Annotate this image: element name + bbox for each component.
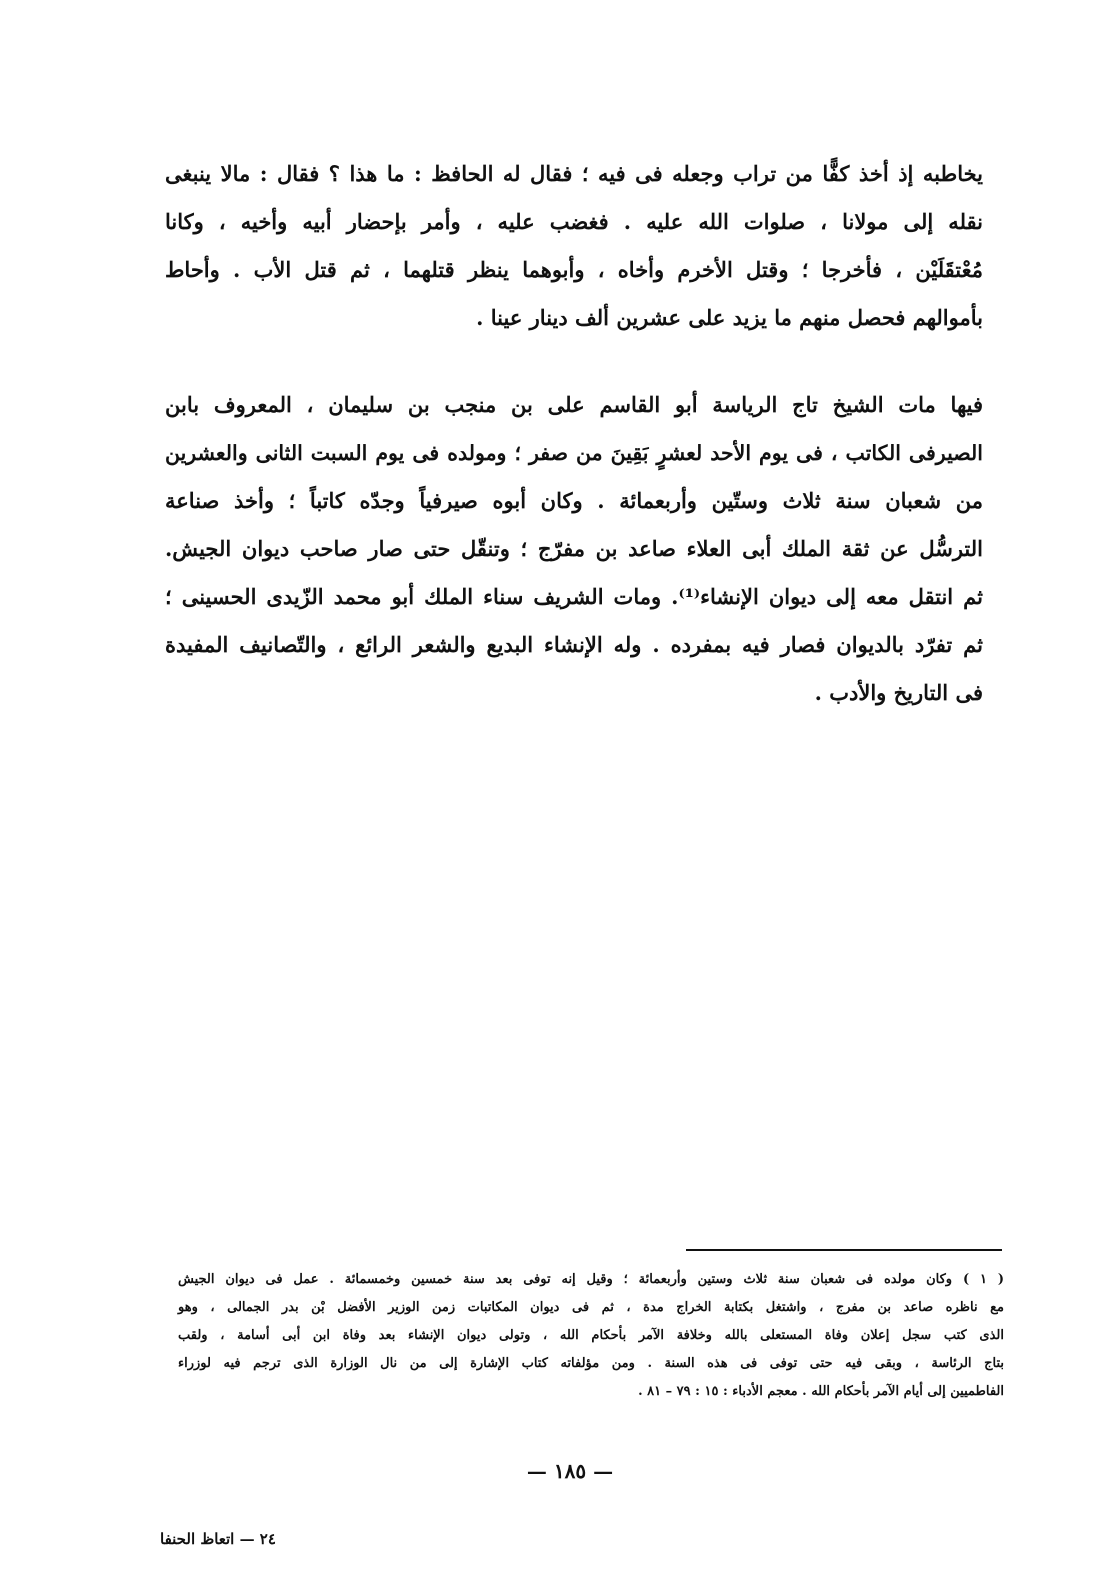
footnote-line: مع ناظره صاعد بن مفرج ، واشتغل بكتابة الخراج مدة ، ثم فى ديوان المكاتبات زمن الوزير الأفضل بْن بدر الجمالى ، وهو [178,1300,1004,1315]
footnote-divider [686,1249,1002,1251]
text-line: ثم انتقل معه إلى ديوان الإنشاء⁽¹⁾. ومات الشريف سناء الملك أبو محمد الزّيدى الحسينى ؛ [165,584,983,609]
text-line: فى التاريخ والأدب . [814,680,983,705]
text-line: يخاطبه إذ أخذ كفًّا من تراب وجعله فى فيه ؛ فقال له الحافظ : ما هذا ؟ فقال : مالا ينبغى [165,161,983,186]
text-line: الصيرفى الكاتب ، فى يوم الأحد لعشرٍ بَقِينَ من صفر ؛ ومولده فى يوم السبت الثانى والعشرين [165,441,983,465]
footnote-line: بتاج الرئاسة ، وبقى فيه حتى توفى فى هذه السنة . ومن مؤلفاته كتاب الإشارة إلى من نال الوزارة الذى ترجم فيه لوزراء [178,1356,1004,1371]
printer-signature: ٢٤ — اتعاظ الحنفا [160,1530,276,1548]
footnote-line: الفاطميين إلى أيام الآمر بأحكام الله . معجم الأدباء : ١٥ : ٧٩ – ٨١ . [638,1384,1004,1399]
text-line: بأموالهم فحصل منهم ما يزيد على عشرين ألف دينار عينا . [476,305,983,330]
page-number: — ١٨٥ — [526,1459,614,1483]
main-paragraph-1 [165,150,983,342]
main-paragraph-2 [165,381,983,717]
text-line: مُعْتقَلَيْن ، فأخرجا ؛ وقتل الأخرم وأخاه ، وأبوهما ينظر قتلهما ، ثم قتل الأب . وأحاط [165,257,983,282]
text-line: من شعبان سنة ثلاث وستّين وأربعمائة . وكان أبوه صيرفياً وجدّه كاتباً ؛ وأخذ صناعة [165,488,983,513]
footnote-line: ( ١ ) وكان مولده فى شعبان سنة ثلاث وستين وأربعمائة ؛ وقيل إنه توفى بعد سنة خمسين وخمسمائة . عمل فى ديوان الجيش [178,1272,1004,1287]
text-line: ثم تفرّد بالديوان فصار فيه بمفرده . وله الإنشاء البديع والشعر الرائع ، والتّصانيف المفيدة [165,632,983,657]
text-line: الترسُّل عن ثقة الملك أبى العلاء صاعد بن مفرّج ؛ وتنقّل حتى صار صاحب ديوان الجيش. [165,536,983,561]
text-line: فيها مات الشيخ تاج الرياسة أبو القاسم على بن منجب بن سليمان ، المعروف بابن [165,392,983,417]
footnote-line: الذى كتب سجل إعلان وفاة المستعلى بالله وخلافة الآمر بأحكام الله ، وتولى ديوان الإنشاء بعد وفاة ابن أبى أسامة ، ولقب [178,1328,1004,1343]
text-line: نقله إلى مولانا ، صلوات الله عليه . فغضب عليه ، وأمر بإحضار أبيه وأخيه ، وكانا [165,209,983,234]
footnote [178,1266,1004,1406]
